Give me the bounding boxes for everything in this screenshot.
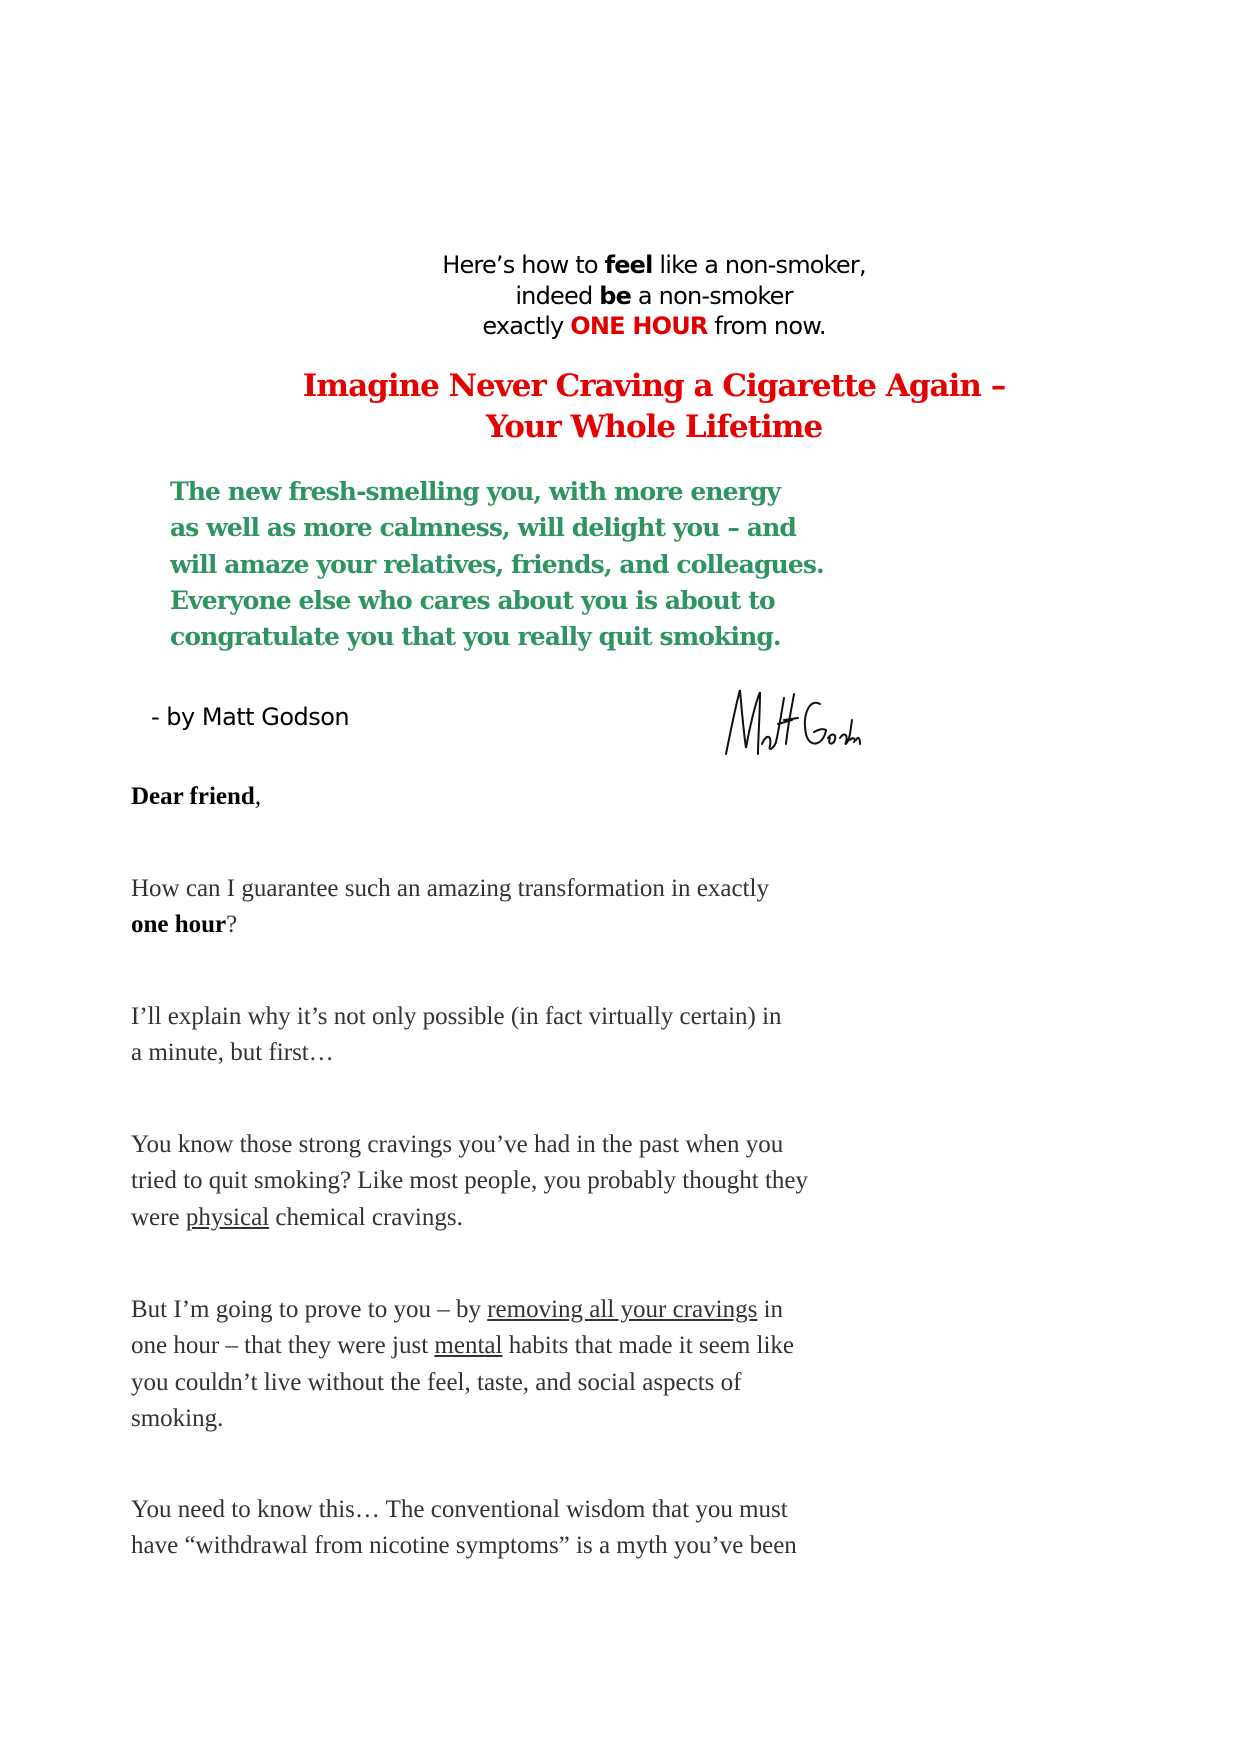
title-line-2: Your Whole Lifetime — [485, 409, 823, 445]
paragraph-4 — [131, 1292, 794, 1437]
headline-line-3: exactly ONE HOUR from now. — [482, 312, 826, 340]
text-line: a minute, but first… — [131, 1039, 334, 1067]
subtitle-block — [170, 474, 824, 655]
subtitle-line: Everyone else who cares about you is about to — [170, 585, 775, 615]
paragraph-1 — [131, 871, 769, 944]
headline-line-2: indeed be a non-smoker — [515, 281, 793, 310]
page-title — [0, 366, 1241, 448]
text-line: one hour – that they were just mental habits that made it seem like — [131, 1332, 795, 1360]
subtitle-line: will amaze your relatives, friends, and colleagues. — [170, 549, 824, 579]
paragraph-5 — [131, 1492, 797, 1565]
text-line: have “withdrawal from nicotine symptoms” is a myth you’ve been — [131, 1532, 797, 1560]
subtitle-line: congratulate you that you really quit smoking. — [170, 622, 781, 652]
text-line: were physical chemical cravings. — [131, 1203, 463, 1231]
text-line: one hour? — [131, 911, 238, 939]
text-line: You know those strong cravings you’ve had in the past when you — [131, 1131, 784, 1158]
text-line: tried to quit smoking? Like most people, you probably thought they — [131, 1167, 808, 1195]
byline: - by Matt Godson — [151, 703, 350, 731]
text-line: How can I guarantee such an amazing transformation in exactly — [131, 875, 769, 902]
greeting: Dear friend, — [131, 783, 262, 810]
text-line: You need to know this… The conventional wisdom that you must — [131, 1496, 788, 1523]
text-line: smoking. — [131, 1404, 224, 1432]
text-line: I’ll explain why it’s not only possible (in fact virtually certain) in — [131, 1003, 782, 1030]
signature-image — [722, 684, 862, 758]
subtitle-line: The new fresh-smelling you, with more energy — [170, 477, 781, 506]
title-line-1: Imagine Never Craving a Cigarette Again – — [302, 368, 1006, 404]
headline — [0, 250, 1241, 342]
text-line: But I’m going to prove to you – by removing all your cravings in — [131, 1296, 784, 1323]
subtitle-line: as well as more calmness, will delight you – and — [170, 513, 796, 543]
text-line: you couldn’t live without the feel, taste, and social aspects of — [131, 1368, 742, 1396]
paragraph-3 — [131, 1127, 808, 1236]
paragraph-2 — [131, 999, 782, 1072]
headline-line-1: Here’s how to feel like a non-smoker, — [442, 251, 866, 279]
